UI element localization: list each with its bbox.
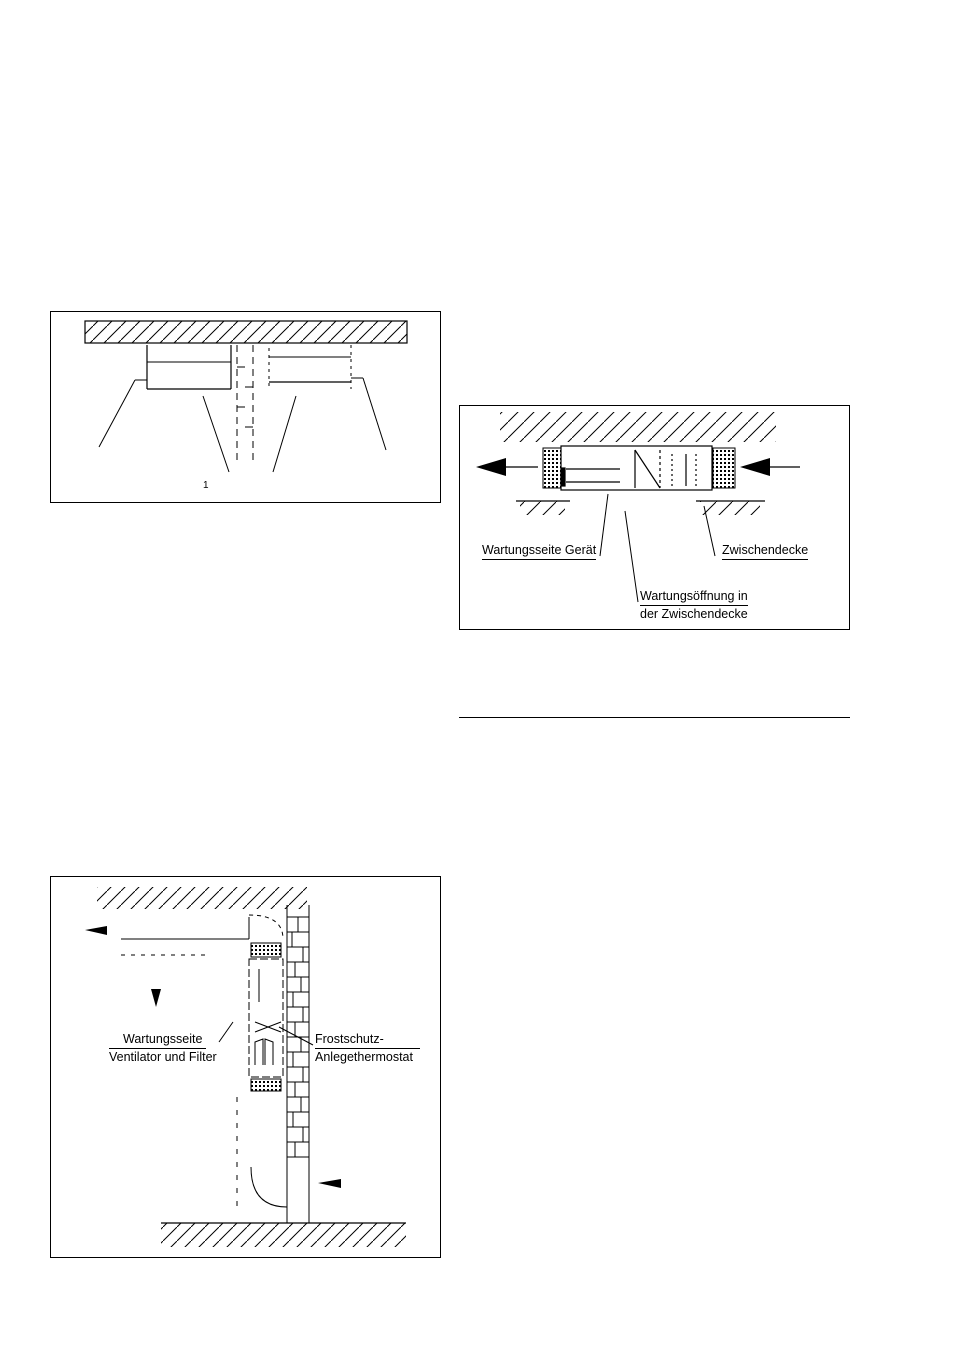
figure-ceiling-units-pair [50,311,441,503]
leader-lines [99,378,386,472]
brick-wall [287,905,309,1223]
label-frost-line1: Frostschutz- [315,1032,420,1049]
left-grille [543,448,561,488]
wall-installation-drawing [51,877,442,1259]
floor-slab [161,1223,406,1247]
false-ceiling-left [520,501,565,515]
right-grille [713,448,735,488]
upper-grille [251,943,281,957]
leader-lines [219,1022,313,1045]
right-ceiling-unit [269,345,363,389]
label-frost-line2: Anlegethermostat [315,1050,413,1064]
lower-duct [237,1097,287,1223]
left-ceiling-unit [135,345,231,389]
down-arrow [151,989,161,1007]
lower-grille [251,1079,281,1091]
ceiling-units-drawing [51,312,442,504]
label-service-side-line2: Ventilator und Filter [109,1050,217,1064]
label-service-opening-line2: der Zwischendecke [640,607,748,621]
wall-unit [249,959,283,1077]
label-service-side-unit: Wartungsseite Gerät [482,543,596,560]
ceiling-slab [500,412,776,442]
intake-arrow [740,458,800,476]
supply-arrow [476,458,538,476]
figure-ceiling-installation [459,405,850,630]
top-supply-arrow [85,926,107,935]
unit-body [561,446,712,490]
central-duct [237,345,253,462]
ceiling-slab [97,887,307,909]
false-ceiling-right [700,501,760,515]
figure-marker: 1 [203,480,209,491]
label-service-side-line1: Wartungsseite [109,1032,206,1049]
ceiling-slab [85,321,407,343]
section-divider [459,717,850,718]
return-arrow [318,1179,341,1188]
leader-lines [600,494,715,602]
label-service-opening-line1: Wartungsöffnung in [640,589,748,606]
figure-wall-installation [50,876,441,1258]
label-false-ceiling: Zwischendecke [722,543,808,560]
